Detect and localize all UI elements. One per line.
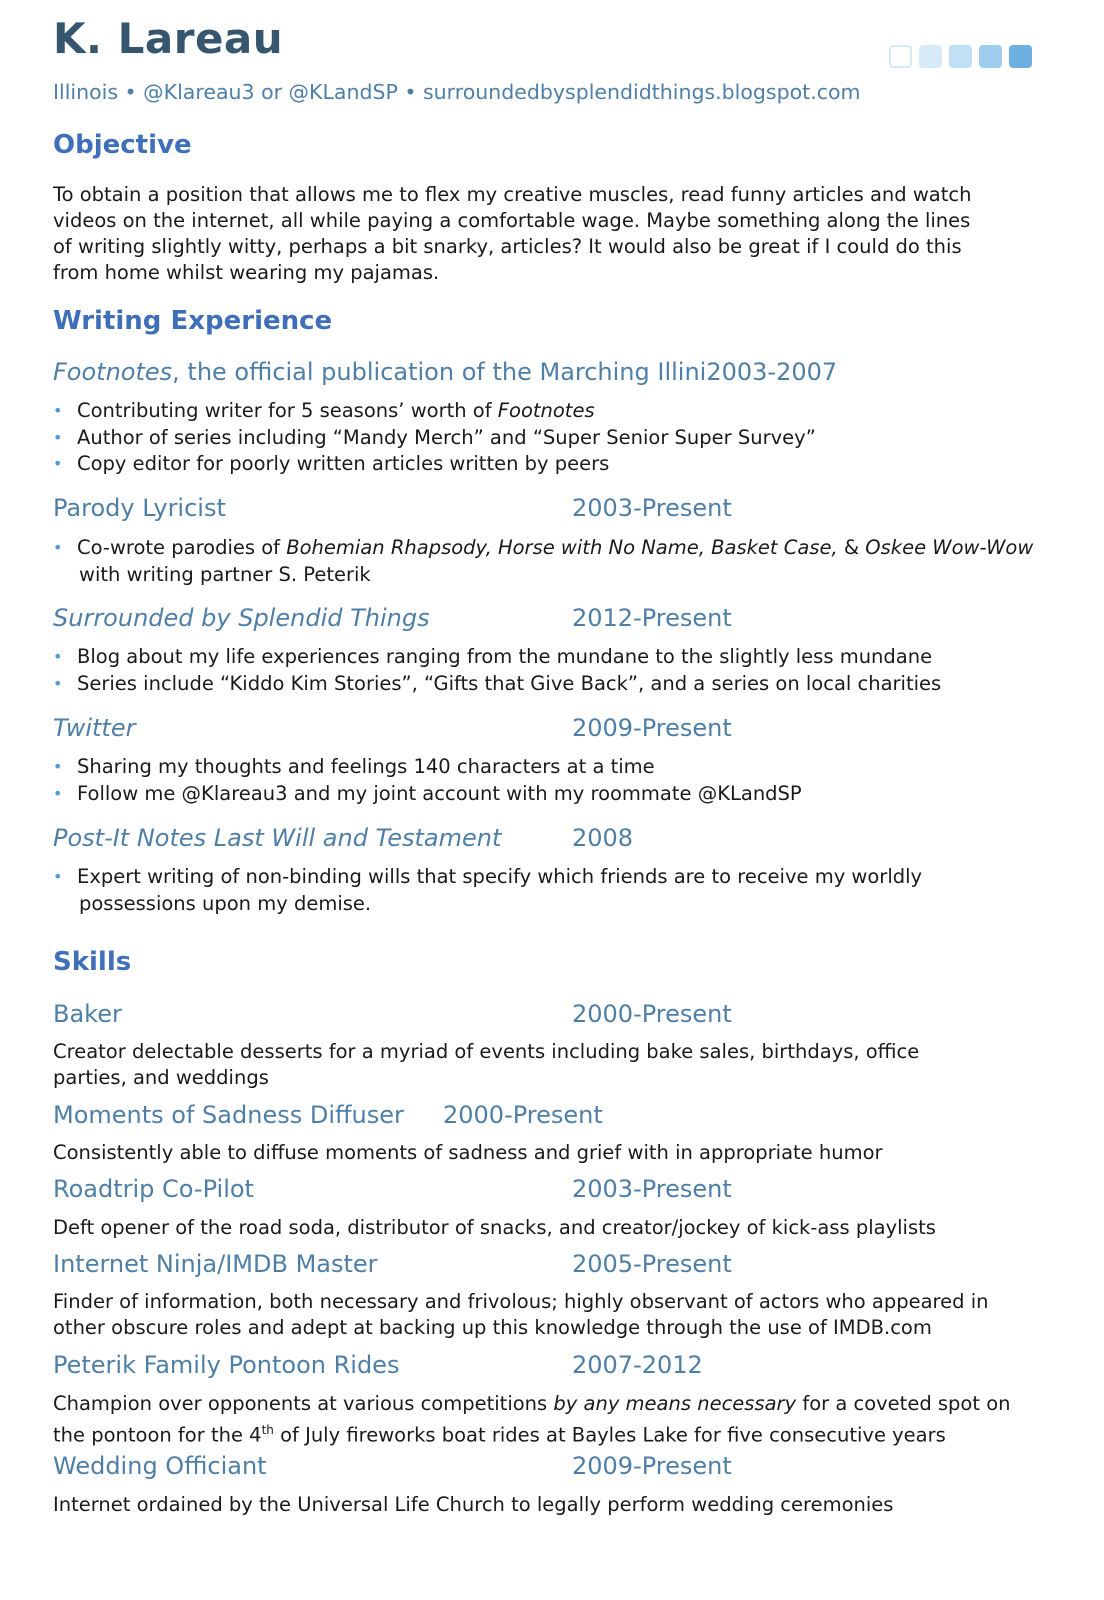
desc-superscript: th: [261, 1423, 274, 1437]
contact-line: Illinois • @Klareau3 or @KLandSP • surroundedbysplendidthings.blogspot.com: [53, 80, 861, 104]
skill-date-roadtrip: 2003-Present: [572, 1175, 732, 1203]
skill-desc-baker: [53, 1039, 919, 1091]
skill-date-baker: 2000-Present: [572, 1000, 732, 1028]
skill-date-sadness: 2000-Present: [443, 1101, 603, 1129]
bullet-item: [53, 424, 1053, 451]
square-5: [1009, 45, 1032, 68]
entry-date-parody: 2003-Present: [572, 494, 732, 522]
bullet-icon: •: [53, 538, 63, 557]
bullet-icon: •: [53, 428, 63, 447]
entry-date-splendid: 2012-Present: [572, 604, 732, 632]
objective-line: of writing slightly witty, perhaps a bit snarky, articles? It would also be great if I could do this: [53, 235, 962, 258]
bullet-icon: •: [53, 784, 63, 803]
skill-title-baker: Baker: [53, 1000, 122, 1028]
footnotes-title-rest: , the official publication of the Marching Illini: [172, 358, 707, 386]
bullet-text: &: [837, 536, 866, 559]
entry-title-footnotes: [53, 358, 837, 386]
skill-desc-line: parties, and weddings: [53, 1066, 269, 1089]
entry-date-twitter: 2009-Present: [572, 714, 732, 742]
objective-line: from home whilst wearing my pajamas.: [53, 261, 440, 284]
objective-text: [53, 182, 971, 286]
desc-text: for a coveted spot on: [796, 1392, 1011, 1415]
bullet-text: Contributing writer for 5 seasons’ worth of: [77, 399, 498, 422]
resume-name: K. Lareau: [53, 14, 284, 63]
skills-heading: Skills: [53, 947, 132, 977]
square-2: [919, 45, 942, 68]
bullet-icon: •: [53, 647, 63, 666]
skill-desc-roadtrip: Deft opener of the road soda, distributor of snacks, and creator/jockey of kick-ass playlists: [53, 1216, 936, 1239]
skill-desc-line: Creator delectable desserts for a myriad of events including bake sales, birthdays, office: [53, 1040, 920, 1063]
skill-title-sadness: Moments of Sadness Diffuser: [53, 1101, 404, 1129]
skill-desc-sadness: Consistently able to diffuse moments of sadness and grief with in appropriate humor: [53, 1141, 883, 1164]
skill-desc-line: [53, 1391, 1011, 1417]
desc-text-italic: by any means necessary: [553, 1392, 797, 1415]
bullet-text: Co-wrote parodies of: [77, 536, 287, 559]
bullet-text-italic: Oskee Wow-Wow: [865, 536, 1034, 559]
square-3: [949, 45, 972, 68]
skill-date-pontoon: 2007-2012: [572, 1351, 703, 1379]
skill-title-ninja: Internet Ninja/IMDB Master: [53, 1250, 378, 1278]
bullet-icon: •: [53, 867, 63, 886]
bullet-icon: •: [53, 674, 63, 693]
desc-text: Champion over opponents at various competitions: [53, 1392, 554, 1415]
bullet-icon: •: [53, 454, 63, 473]
skill-date-wedding: 2009-Present: [572, 1452, 732, 1480]
bullet-item: [53, 670, 1053, 697]
bullet-item: [53, 534, 1053, 588]
bullet-icon: •: [53, 757, 63, 776]
entry-title-splendid: Surrounded by Splendid Things: [53, 604, 430, 632]
skill-date-ninja: 2005-Present: [572, 1250, 732, 1278]
bullet-text: possessions upon my demise.: [79, 892, 372, 915]
footnotes-date: 2003-2007: [706, 358, 838, 386]
skill-desc-line: other obscure roles and adept at backing up this knowledge through the use of IMDB.com: [53, 1316, 932, 1339]
entry-title-postit: Post-It Notes Last Will and Testament: [53, 824, 502, 852]
bullet-item: [53, 753, 1053, 780]
skill-desc-ninja: [53, 1289, 989, 1341]
bullet-item: [53, 863, 1053, 917]
objective-heading: Objective: [53, 130, 192, 160]
footnotes-title-italic: Footnotes: [53, 358, 173, 386]
bullet-text: Series include “Kiddo Kim Stories”, “Gifts that Give Back”, and a series on local charities: [77, 672, 942, 695]
skill-title-wedding: Wedding Officiant: [53, 1452, 267, 1480]
entry-title-twitter: Twitter: [53, 714, 136, 742]
entry-date-postit: 2008: [572, 824, 634, 852]
bullet-text: Copy editor for poorly written articles written by peers: [77, 452, 610, 475]
bullet-text: with writing partner S. Peterik: [79, 563, 371, 586]
bullet-text-italic: Bohemian Rhapsody, Horse with No Name, Basket Case,: [286, 536, 838, 559]
bullet-text: Sharing my thoughts and feelings 140 characters at a time: [77, 755, 655, 778]
bullet-text: Expert writing of non-binding wills that specify which friends are to receive my worldly: [77, 865, 923, 888]
skill-title-roadtrip: Roadtrip Co-Pilot: [53, 1175, 254, 1203]
bullet-item: [53, 397, 1053, 424]
skill-desc-wedding: Internet ordained by the Universal Life Church to legally perform wedding ceremonies: [53, 1493, 894, 1516]
desc-text: the pontoon for the 4: [53, 1423, 262, 1447]
objective-line: To obtain a position that allows me to flex my creative muscles, read funny articles and watch: [53, 183, 972, 206]
bullet-item: [53, 450, 1053, 477]
objective-line: videos on the internet, all while paying a comfortable wage. Maybe something along the lines: [53, 209, 971, 232]
square-1: [889, 45, 912, 68]
square-4: [979, 45, 1002, 68]
bullet-item: [53, 780, 1053, 807]
skill-desc-pontoon: [53, 1391, 1011, 1449]
writing-heading: Writing Experience: [53, 306, 333, 336]
skill-desc-line: [53, 1417, 1011, 1449]
bullet-text-italic: Footnotes: [497, 399, 595, 422]
bullet-text: Follow me @Klareau3 and my joint account with my roommate @KLandSP: [77, 782, 802, 805]
bullet-text: Blog about my life experiences ranging from the mundane to the slightly less mundane: [77, 645, 933, 668]
bullet-icon: •: [53, 401, 63, 420]
bullet-item: [53, 643, 1053, 670]
skill-desc-line: Finder of information, both necessary and frivolous; highly observant of actors who appeared in: [53, 1290, 989, 1313]
desc-text: of July fireworks boat rides at Bayles Lake for five consecutive years: [273, 1423, 946, 1447]
skill-title-pontoon: Peterik Family Pontoon Rides: [53, 1351, 400, 1379]
entry-title-parody: Parody Lyricist: [53, 494, 226, 522]
bullet-text: Author of series including “Mandy Merch” and “Super Senior Super Survey”: [77, 426, 816, 449]
